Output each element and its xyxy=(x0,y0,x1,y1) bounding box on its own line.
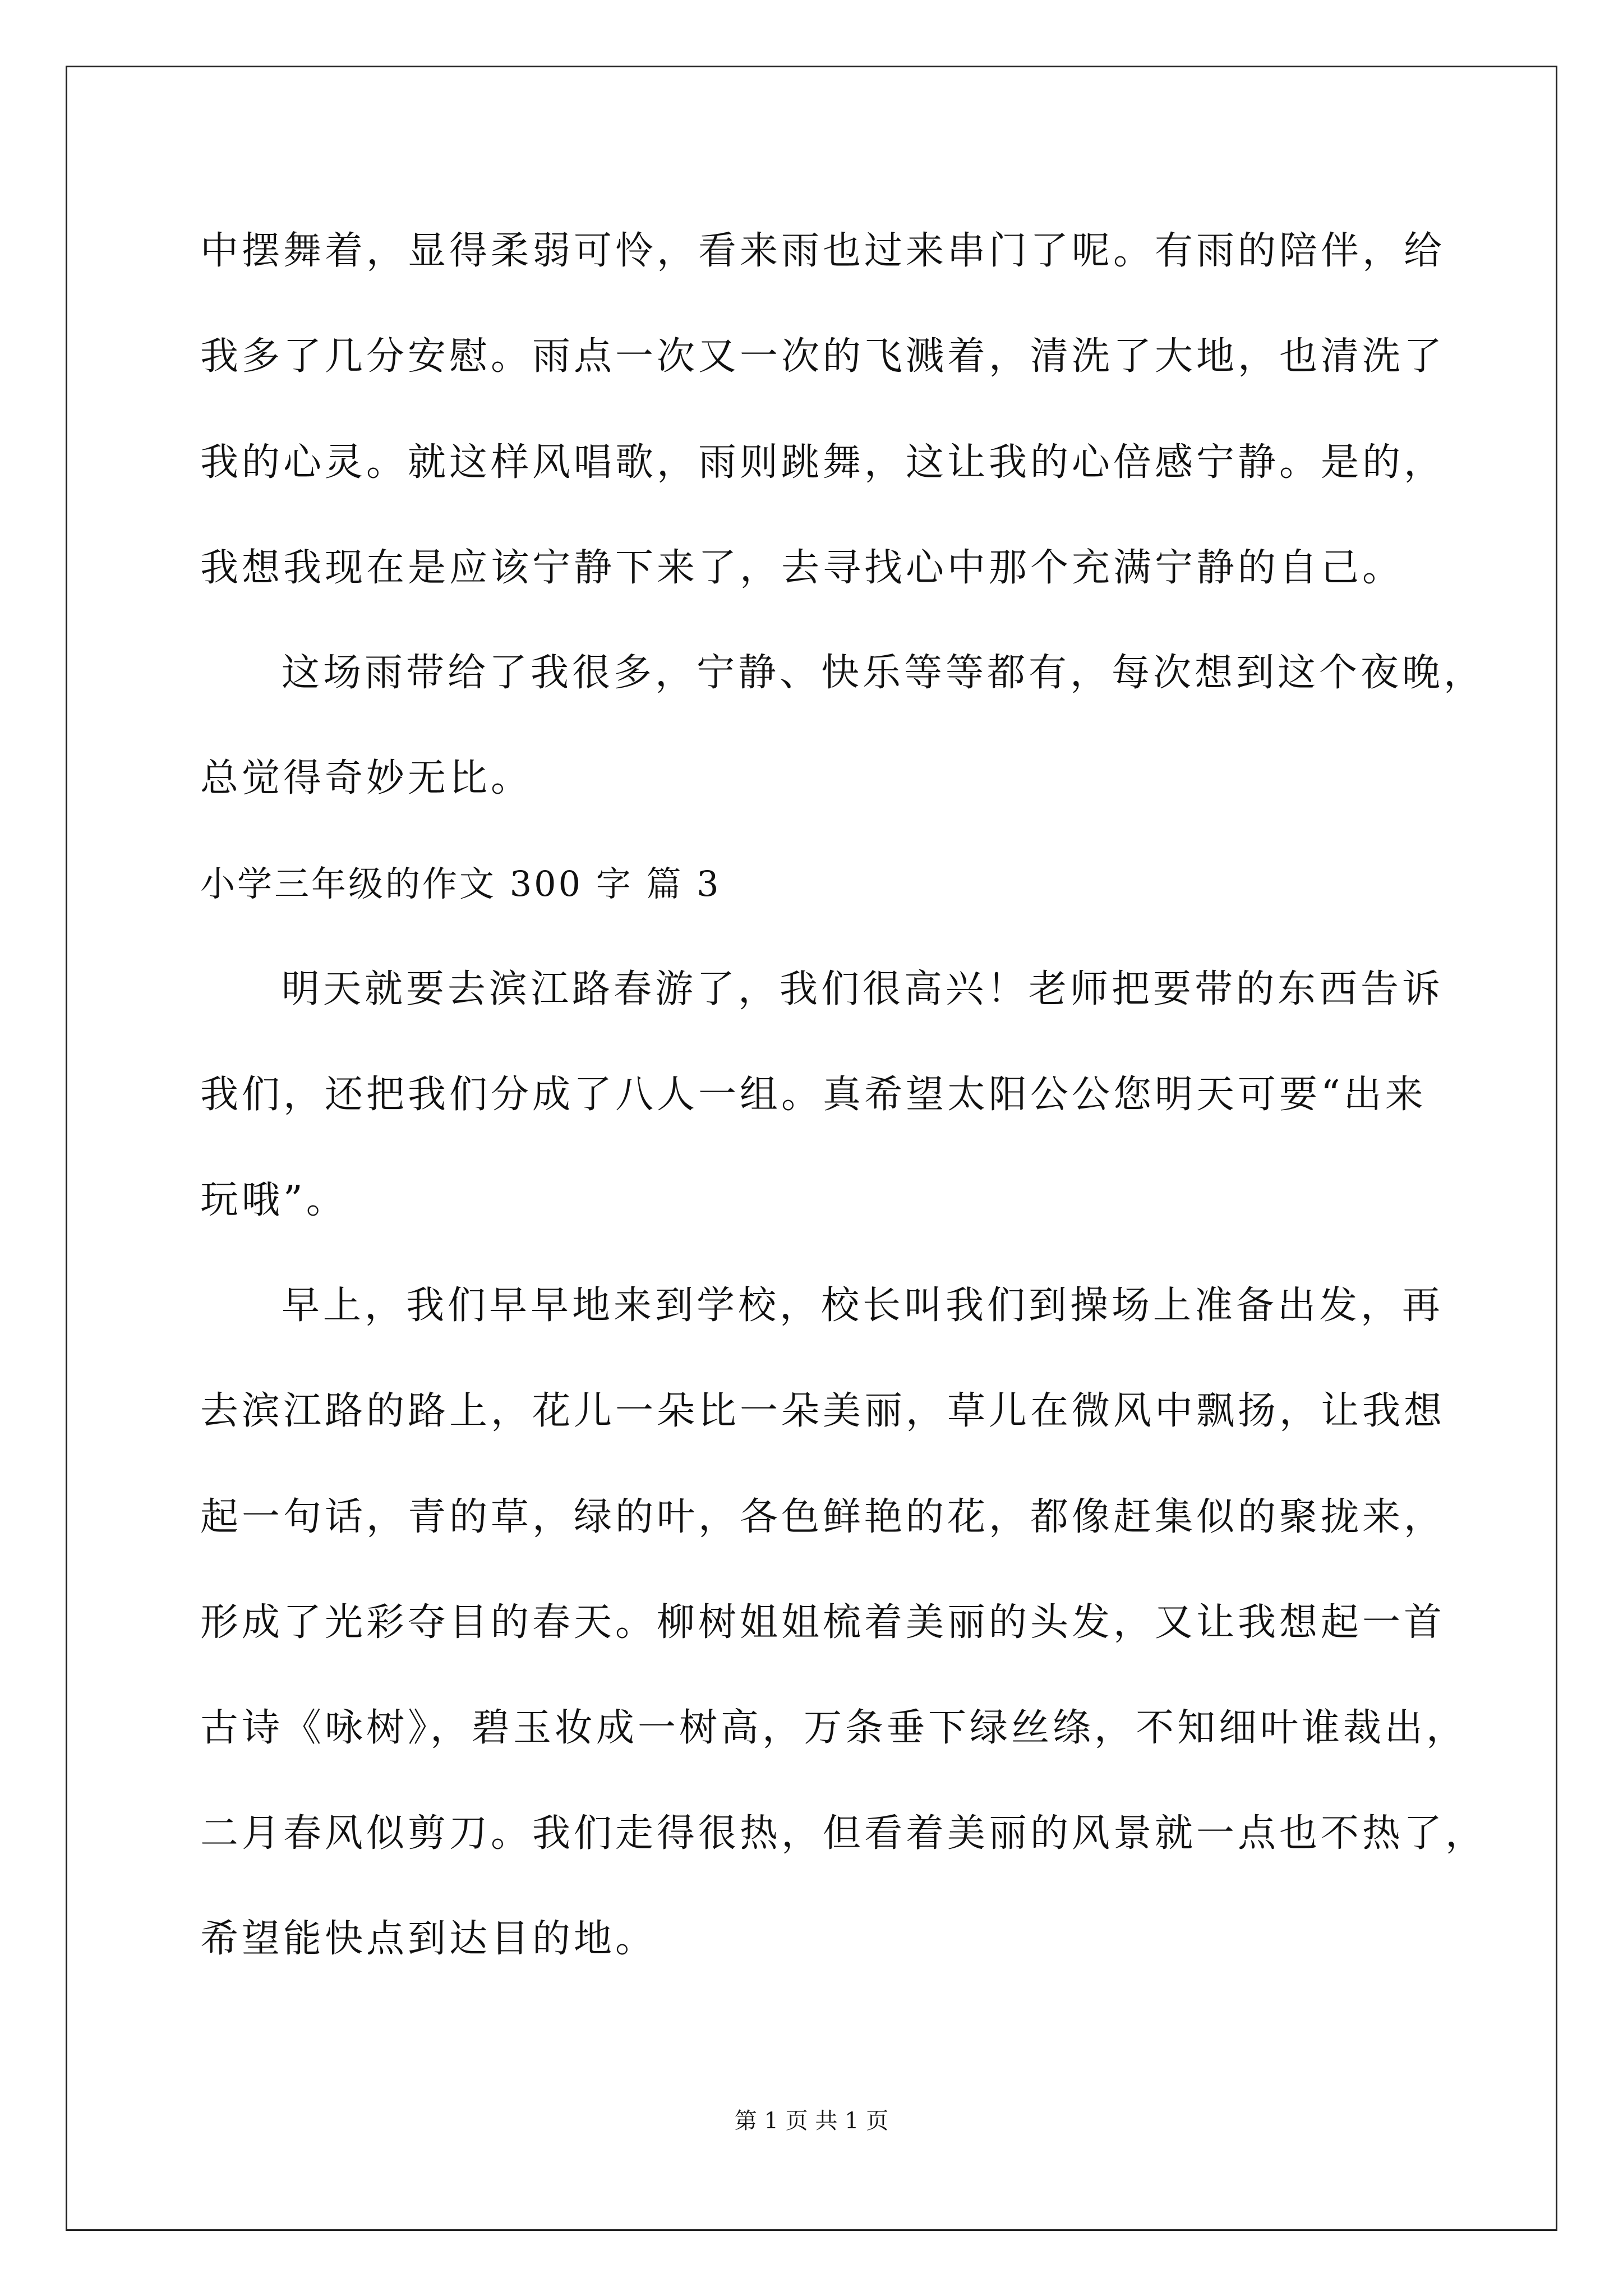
text-line: 古诗《咏树》，碧玉妆成一树高，万条垂下绿丝绦，不知细叶谁裁出， xyxy=(200,1706,1468,1750)
text-line: 明天就要去滨江路春游了，我们很高兴！老师把要带的东西告诉 xyxy=(282,967,1444,1011)
text-line: 中摆舞着，显得柔弱可怜，看来雨也过来串门了呢。有雨的陪伴，给 xyxy=(200,229,1446,273)
page-footer: 第 1 页 共 1 页 xyxy=(734,2108,889,2134)
section-heading: 小学三年级的作文 300 字 篇 3 xyxy=(200,863,721,904)
text-line: 二月春风似剪刀。我们走得很热，但看着美丽的风景就一点也不热了， xyxy=(200,1811,1487,1856)
text-line: 玩哦”。 xyxy=(200,1178,348,1222)
page-frame xyxy=(66,66,1557,2231)
text-line: 我们，还把我们分成了八人一组。真希望太阳公公您明天可要“出来 xyxy=(200,1073,1427,1117)
text-line: 早上，我们早早地来到学校，校长叫我们到操场上准备出发，再 xyxy=(282,1283,1444,1328)
text-line: 我多了几分安慰。雨点一次又一次的飞溅着，清洗了大地，也清洗了 xyxy=(200,334,1446,379)
text-line: 我的心灵。就这样风唱歌，雨则跳舞，这让我的心倍感宁静。是的， xyxy=(200,440,1446,485)
text-line: 我想我现在是应该宁静下来了，去寻找心中那个充满宁静的自己。 xyxy=(200,546,1404,590)
text-line: 形成了光彩夺目的春天。柳树姐姐梳着美丽的头发，又让我想起一首 xyxy=(200,1600,1446,1645)
text-line: 起一句话，青的草，绿的叶，各色鲜艳的花，都像赶集似的聚拢来， xyxy=(200,1495,1446,1539)
text-line: 去滨江路的路上，花儿一朵比一朵美丽，草儿在微风中飘扬，让我想 xyxy=(200,1389,1446,1433)
text-line: 这场雨带给了我很多，宁静、快乐等等都有，每次想到这个夜晚， xyxy=(282,651,1486,695)
text-line: 希望能快点到达目的地。 xyxy=(200,1917,657,1961)
text-line: 总觉得奇妙无比。 xyxy=(200,756,533,800)
